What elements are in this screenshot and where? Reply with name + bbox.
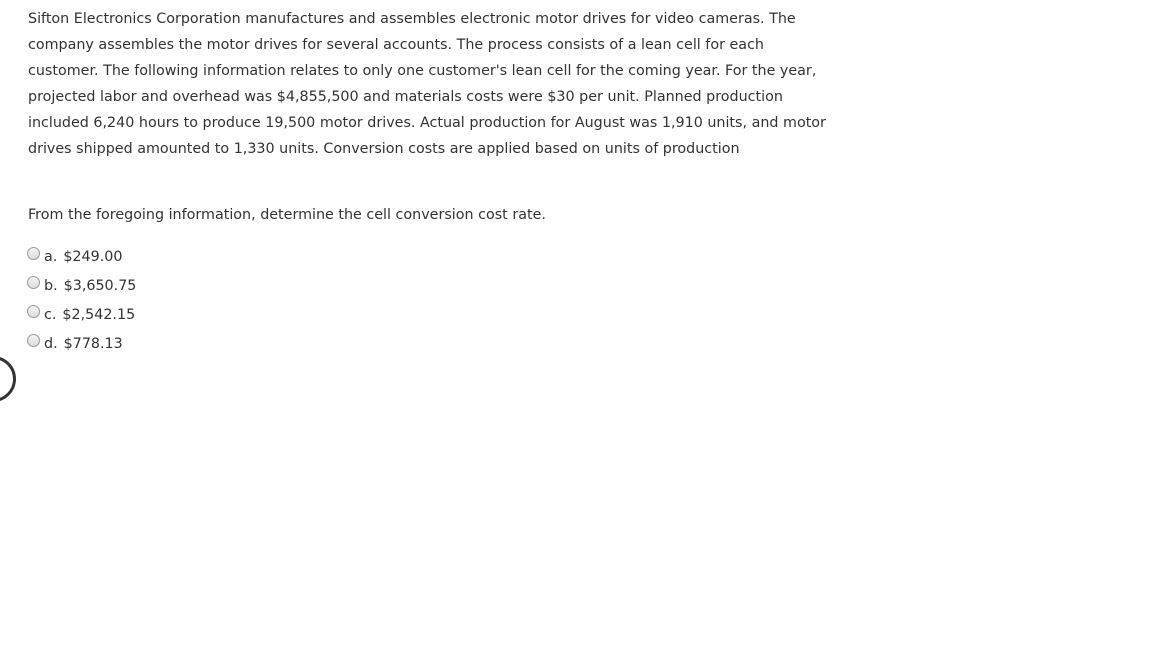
answer-option-b[interactable] bbox=[27, 271, 136, 300]
option-letter-c: c. bbox=[44, 306, 57, 323]
option-value-d: $778.13 bbox=[63, 335, 123, 352]
answer-option-c[interactable] bbox=[27, 300, 136, 329]
question-block bbox=[28, 6, 838, 352]
radio-button-c[interactable] bbox=[27, 305, 40, 318]
answer-label-c[interactable] bbox=[44, 307, 135, 323]
option-letter-b: b. bbox=[44, 277, 58, 294]
answer-label-a[interactable] bbox=[44, 249, 122, 265]
option-value-c: $2,542.15 bbox=[62, 306, 136, 323]
option-value-a: $249.00 bbox=[63, 248, 123, 265]
question-prompt: From the foregoing information, determine the cell conversion cost rate. bbox=[28, 207, 546, 223]
answer-label-b[interactable] bbox=[44, 278, 136, 294]
radio-button-b[interactable] bbox=[27, 276, 40, 289]
radio-button-d[interactable] bbox=[27, 334, 40, 347]
answer-label-d[interactable] bbox=[44, 336, 123, 352]
answer-options bbox=[27, 242, 136, 358]
option-value-b: $3,650.75 bbox=[63, 277, 137, 294]
answer-option-a[interactable] bbox=[27, 242, 136, 271]
option-letter-d: d. bbox=[44, 335, 58, 352]
cursor-circle-icon bbox=[0, 356, 16, 402]
option-letter-a: a. bbox=[44, 248, 58, 265]
answer-option-d[interactable] bbox=[27, 329, 136, 358]
question-stem: Sifton Electronics Corporation manufactures and assembles electronic motor drives for video cameras. The company assembles the motor drives for several accounts. The process consists of a lean cell for each customer. The following information relates to only one customer's lean cell for the coming year. For the year, projected labor and overhead was $4,855,500 and materials costs were $30 per unit. Planned production included 6,240 hours to produce 19,500 motor drives. Actual production for August was 1,910 units, and motor drives shipped amounted to 1,330 units. Conversion costs are applied based on units of production bbox=[28, 11, 826, 157]
radio-button-a[interactable] bbox=[27, 247, 40, 260]
